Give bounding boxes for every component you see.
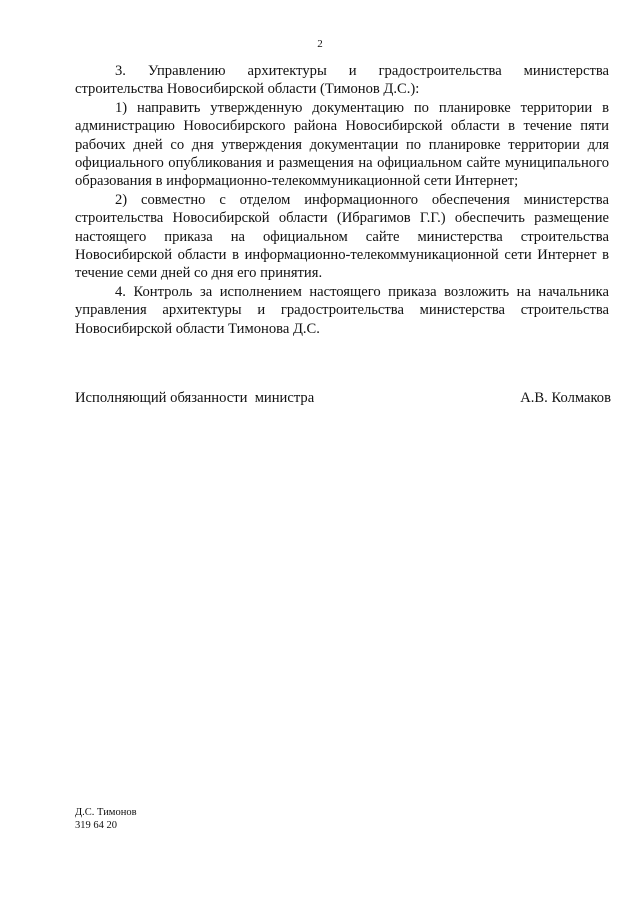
paragraph-subitem-2: 2) совместно с отделом информационного обеспечения министерства строительства Новосибирской области (Ибрагимов Г.Г.) обеспечить размещение настоящего приказа на официальном сайте министерства строительства Новосибирской области в информационно-телекоммуникационной сети Интернет в течение семи дней со дня его принятия.	[75, 191, 609, 282]
executor-info	[75, 806, 137, 832]
paragraph-item-3: 3. Управлению архитектуры и градостроительства министерства строительства Новосибирской области (Тимонов Д.С.):	[75, 63, 609, 98]
signatory-role: Исполняющий обязанности министра	[75, 390, 315, 406]
executor-name: Д.С. Тимонов	[75, 807, 137, 818]
signature-block	[75, 389, 611, 407]
paragraph-item-4: 4. Контроль за исполнением настоящего приказа возложить на начальника управления архитектуры и градостроительства министерства строительства Новосибирской области Тимонова Д.С.	[75, 283, 609, 337]
signatory-name: А.В. Колмаков	[520, 390, 611, 406]
page-number: 2	[317, 38, 323, 50]
paragraph-subitem-1: 1) направить утвержденную документацию по планировке территории в администрацию Новосибирского района Новосибирской области в течение пяти рабочих дней со дня утверждения документации по планировке территории для официального опубликования и размещения на официальном сайте муниципального образования в информационно-телекоммуникационной сети Интернет;	[75, 99, 609, 190]
executor-phone: 319 64 20	[75, 820, 117, 831]
document-body	[75, 62, 609, 338]
